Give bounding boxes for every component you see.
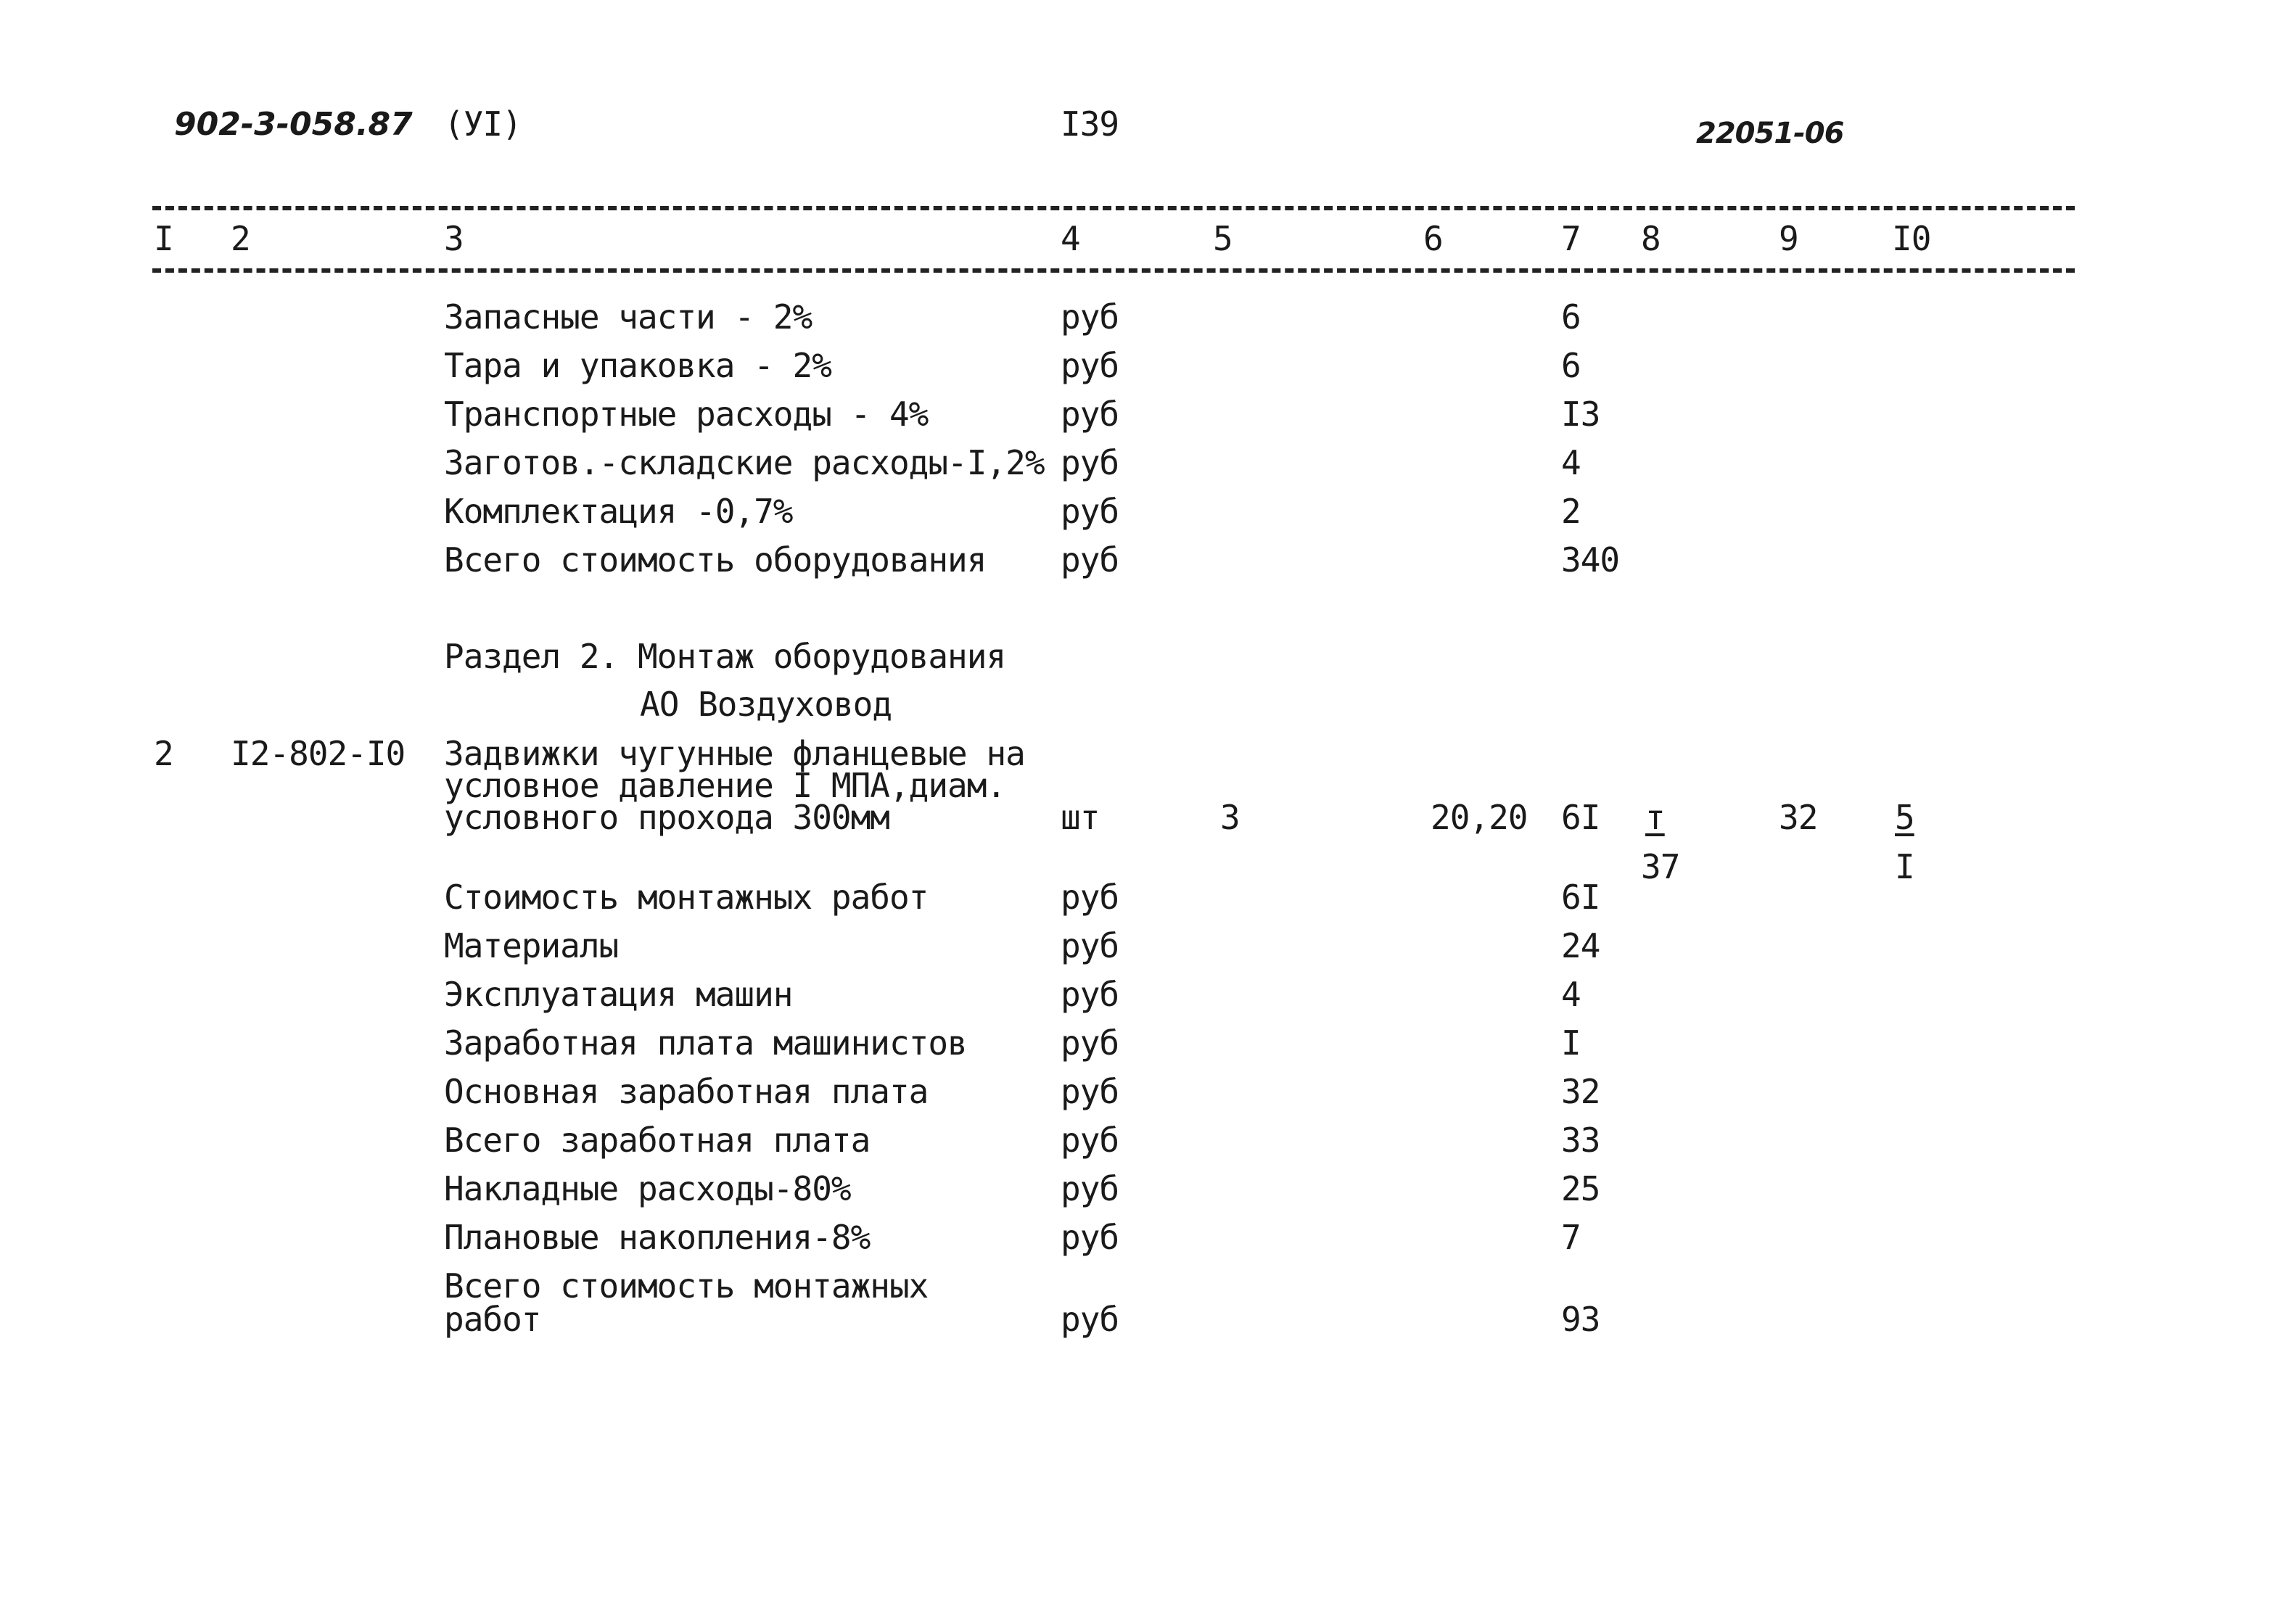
item-number: 2 [154, 734, 173, 773]
row-value: I [1561, 1023, 1581, 1063]
row-unit: руб [1061, 1218, 1119, 1257]
item-name-line2: условное давление I МПА,диам. [444, 766, 1006, 805]
section-subtitle: АО Воздуховод [640, 685, 892, 724]
col-header: 2 [231, 219, 250, 258]
final-name-line2: работ [444, 1300, 541, 1339]
row-value: 340 [1561, 540, 1620, 580]
row-value: 7 [1561, 1218, 1581, 1257]
item-total: 6I [1561, 798, 1600, 837]
row-value: 6 [1561, 346, 1581, 385]
item-col9: 32 [1779, 798, 1818, 837]
final-value: 93 [1561, 1300, 1600, 1339]
col-header: 5 [1213, 219, 1233, 258]
row-unit: руб [1061, 1023, 1119, 1063]
item-code: I2-802-I0 [231, 734, 406, 773]
row-name: Основная заработная плата [444, 1072, 929, 1111]
col-header: 7 [1561, 219, 1581, 258]
row-unit: руб [1061, 1121, 1119, 1160]
row-unit: руб [1061, 297, 1119, 337]
row-unit: руб [1061, 1169, 1119, 1208]
section-title: Раздел 2. Монтаж оборудования [444, 637, 1006, 676]
row-value: 24 [1561, 926, 1600, 965]
row-unit: руб [1061, 975, 1119, 1014]
archive-number: 22051-06 [1696, 117, 1844, 150]
row-name: Тара и упаковка - 2% [444, 346, 831, 385]
row-name: Стоимость монтажных работ [444, 878, 929, 917]
row-name: Всего заработная плата [444, 1121, 871, 1160]
row-unit: руб [1061, 395, 1119, 434]
item-col8-top: т [1645, 798, 1665, 837]
row-value: 32 [1561, 1072, 1600, 1111]
row-name: Заработная плата машинистов [444, 1023, 967, 1063]
row-value: I3 [1561, 395, 1600, 434]
row-name: Транспортные расходы - 4% [444, 395, 929, 434]
col-header: 8 [1641, 219, 1661, 258]
page-number: I39 [1061, 104, 1119, 144]
col-header: I0 [1892, 219, 1931, 258]
item-col10-bottom: I [1895, 847, 1914, 886]
row-unit: руб [1061, 346, 1119, 385]
row-unit: руб [1061, 878, 1119, 917]
row-name: Заготов.-складские расходы-I,2% [444, 443, 1045, 482]
col-header: 4 [1061, 219, 1080, 258]
row-unit: руб [1061, 540, 1119, 580]
row-value: 4 [1561, 443, 1581, 482]
row-value: 6 [1561, 297, 1581, 337]
row-unit: руб [1061, 926, 1119, 965]
row-name: Плановые накопления-8% [444, 1218, 871, 1257]
row-value: 6I [1561, 878, 1600, 917]
col-header: 9 [1779, 219, 1798, 258]
item-name-line3: условного прохода 300мм [444, 798, 889, 837]
row-value: 4 [1561, 975, 1581, 1014]
row-unit: руб [1061, 1072, 1119, 1111]
item-quantity: 3 [1220, 798, 1240, 837]
volume-label: (УI) [444, 104, 522, 144]
item-price: 20,20 [1431, 798, 1528, 837]
doc-number: 902-3-058.87 [174, 106, 413, 143]
row-value: 25 [1561, 1169, 1600, 1208]
row-value: 2 [1561, 492, 1581, 531]
row-name: Комплектация -0,7% [444, 492, 793, 531]
row-unit: руб [1061, 492, 1119, 531]
item-name-line1: Задвижки чугунные фланцевые на [444, 734, 1025, 773]
header-bottom-rule [152, 268, 2075, 273]
item-unit: шт [1061, 798, 1100, 837]
col-header: 6 [1423, 219, 1443, 258]
item-col8-bottom: 37 [1641, 847, 1680, 886]
row-name: Всего стоимость оборудования [444, 540, 987, 580]
row-name: Запасные части - 2% [444, 297, 812, 337]
col-header: 3 [444, 219, 464, 258]
col-header: I [154, 219, 173, 258]
row-name: Накладные расходы-80% [444, 1169, 851, 1208]
item-col10-top: 5 [1895, 798, 1914, 837]
final-unit: руб [1061, 1300, 1119, 1339]
row-name: Материалы [444, 926, 619, 965]
row-value: 33 [1561, 1121, 1600, 1160]
row-unit: руб [1061, 443, 1119, 482]
final-name-line1: Всего стоимость монтажных [444, 1266, 929, 1306]
header-top-rule [152, 206, 2075, 210]
row-name: Эксплуатация машин [444, 975, 793, 1014]
